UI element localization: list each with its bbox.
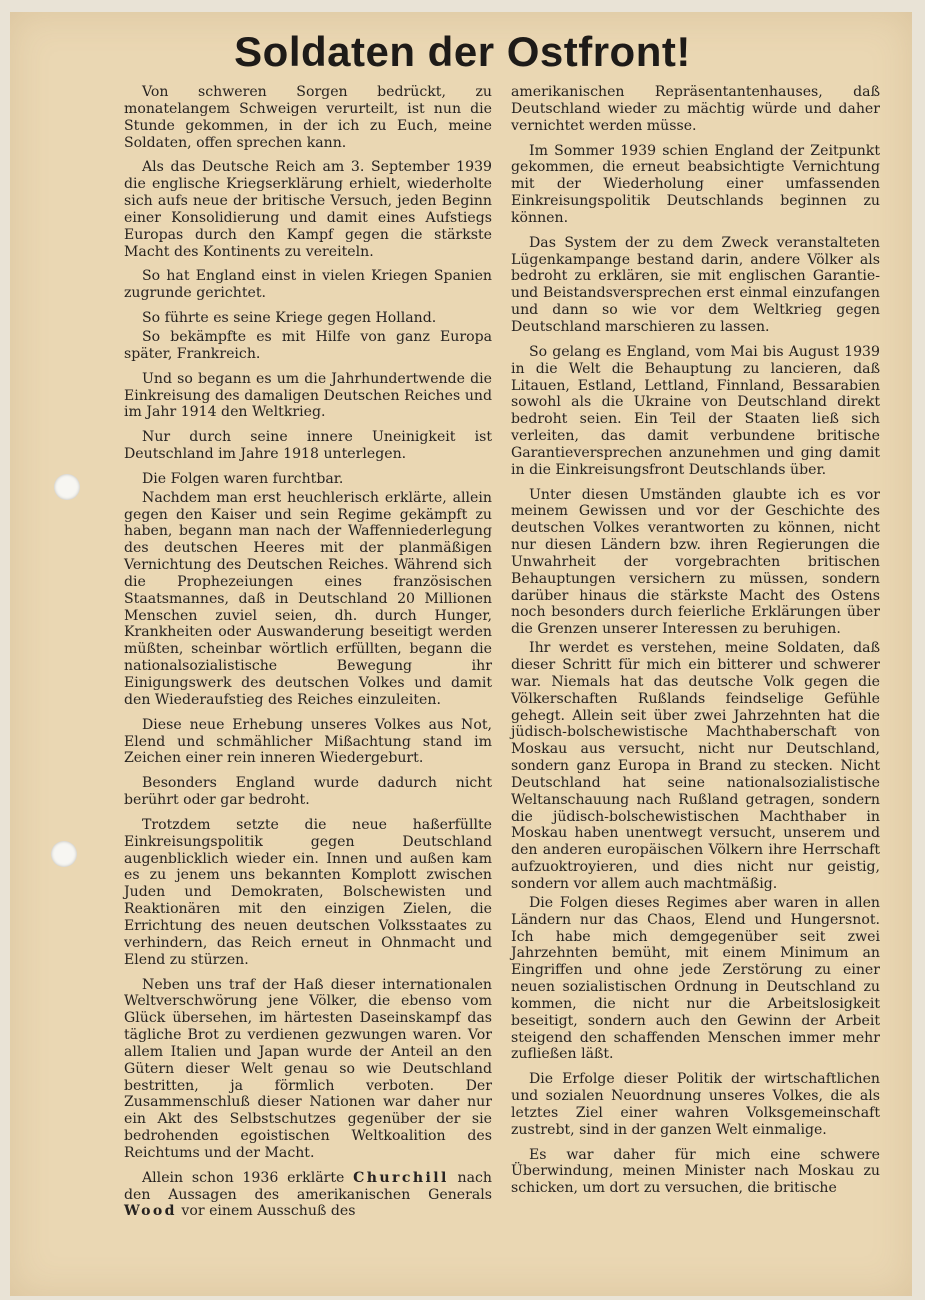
paragraph: Ihr werdet es verstehen, meine Soldaten, daß dieser Schritt für mich ein bitterer und schwerer war. Niemals hat das deutsche Volk gegen die Völkerschaften Rußlands feindselige Gefühle gehegt. Allein seit über zwei Jahrzehnten hat die jüdisch-bolschewistische Machthaberschaft von Moskau aus versucht, nicht nur Deutschland, sondern ganz Europa in Brand zu stecken. Nicht Deutschland hat seine nationalsozialistische Weltanschauung nach Rußland getragen, sondern die jüdisch-bolschewistischen Machthaber in Moskau haben unentwegt versucht, unserem und den anderen europäischen Völkern ihre Herrschaft aufzuoktroyieren, und dies nicht nur geistig, sondern vor allem auch machtmäßig. <box>511 640 880 892</box>
paragraph: Die Folgen dieses Regimes aber waren in allen Ländern nur das Chaos, Elend und Hungersnot. Ich habe mich demgegenüber seit zwei Jahrzehnten bemüht, mit einem Minimum an Eingriffen und ohne jede Zerstörung zu einer neuen sozialistischen Ordnung in Deutschland zu kommen, die nicht nur die Arbeitslosigkeit beseitigt, sondern auch den Gewinn der Arbeit steigend den schaffenden Menschen immer mehr zufließen läßt. <box>511 894 880 1063</box>
paragraph: Es war daher für mich eine schwere Überwindung, meinen Minister nach Moskau zu schicken, um dort zu versuchen, die britische <box>511 1146 880 1197</box>
name-wood: Wood <box>124 1203 177 1220</box>
name-churchill: Churchill <box>353 1169 449 1186</box>
paragraph: Die Erfolge dieser Politik der wirtschaftlichen und sozialen Neuordnung unseres Volkes, die als letztes Ziel einer wahren Volksgemeinschaft zustrebt, sind in der ganzen Welt einmalige. <box>511 1071 880 1138</box>
paragraph: Besonders England wurde dadurch nicht berührt oder gar bedroht. <box>124 775 492 809</box>
paragraph: Nachdem man erst heuchlerisch erklärte, allein gegen den Kaiser und sein Regime gekämpft zu haben, begann man nach der Waffenniederlegung des deutschen Heeres mit der planmäßigen Vernichtung des Deutschen Reiches. Während sich die Prophezeiungen eines französischen Staatsmannes, daß in Deutschland 20 Millionen Menschen zuviel seien, dh. durch Hunger, Krankheiten oder Auswanderung beseitigt werden müßten, scheinbar wörtlich erfüllten, begann die nationalsozialistische Bewegung ihr Einigungswerk des deutschen Volkes und damit den Wiederaufstieg des Reiches einzuleiten. <box>124 489 492 708</box>
right-column <box>511 84 880 1205</box>
punch-hole <box>51 841 77 867</box>
paragraph: Die Folgen waren furchtbar. <box>142 470 344 487</box>
paragraph: So führte es seine Kriege gegen Holland. <box>142 310 437 327</box>
paragraph: Als das Deutsche Reich am 3. September 1939 die englische Kriegserklärung erhielt, wiederholte sich aufs neue der britische Versuch, jeden Beginn einer Konsolidierung und damit eines Aufstiegs Europas durch den Kampf gegen die stärkste Macht des Kontinents zu vereiteln. <box>124 159 492 260</box>
paragraph <box>124 1170 492 1221</box>
left-column <box>124 84 492 1228</box>
paragraph: Trotzdem setzte die neue haßerfüllte Einkreisungspolitik gegen Deutschland augenblicklich wieder ein. Innen und außen kam es zu jenem uns bekannten Komplott zwischen Juden und Demokraten, Bolschewisten und Reaktionären mit den einzigen Zielen, die Errichtung des neuen deutschen Volksstaates zu verhindern, das Reich erneut in Ohnmacht und Elend zu stürzen. <box>124 816 492 968</box>
text-run: vor einem Ausschuß des <box>176 1203 356 1220</box>
paragraph: Im Sommer 1939 schien England der Zeitpunkt gekommen, die erneut beabsichtigte Vernichtung mit der Wiederholung einer umfassenden Einkreisungspolitik Deutschlands beginnen zu können. <box>511 142 880 226</box>
paragraph: So hat England einst in vielen Kriegen Spanien zugrunde gerichtet. <box>124 268 492 302</box>
paragraph: amerikanischen Repräsentantenhauses, daß Deutschland wieder zu mächtig würde und daher vernichtet werden müsse. <box>511 84 880 134</box>
paragraph: Neben uns traf der Haß dieser internationalen Weltverschwörung jene Völker, die ebenso vom Glück übersehen, im härtesten Daseinskampf das tägliche Brot zu verdienen gezwungen waren. Vor allem Italien und Japan wurde der Anteil an den Gütern dieser Welt genau so wie Deutschland bestritten, ja förmlich verboten. Der Zusammenschluß dieser Nationen war daher nur ein Akt des Selbstschutzes gegenüber der sie bedrohenden egoistischen Weltkoalition des Reichtums und der Macht. <box>124 976 492 1161</box>
paragraph: Und so begann es um die Jahrhundertwende die Einkreisung des damaligen Deutschen Reiches und im Jahr 1914 den Weltkrieg. <box>124 370 492 421</box>
paragraph: Unter diesen Umständen glaubte ich es vor meinem Gewissen und vor der Geschichte des deutschen Volkes verantworten zu können, nicht nur diesen Ländern bzw. ihren Regierungen die Unwahrheit der vorgebrachten britischen Behauptungen versichern zu müssen, sondern darüber hinaus die stärkste Macht des Ostens noch besonders durch feierliche Erklärungen über die Grenzen unserer Interessen zu beruhigen. <box>511 486 880 638</box>
paragraph: Von schweren Sorgen bedrückt, zu monatelangem Schweigen verurteilt, ist nun die Stunde gekommen, in der ich zu Euch, meine Soldaten, offen sprechen kann. <box>124 84 492 151</box>
text-run: Allein schon 1936 erklärte <box>142 1169 354 1186</box>
paragraph: So gelang es England, vom Mai bis August 1939 in die Welt die Behauptung zu lancieren, daß Litauen, Estland, Lettland, Finnland, Bessarabien sowohl als die Ukraine von Deutschland direkt bedroht seien. Ein Teil der Staaten ließ sich verleiten, das damit verbundene britische Garantieversprechen anzunehmen und ging damit in die Einkreisungsfront Deutschlands über. <box>511 343 880 478</box>
paragraph: So bekämpfte es mit Hilfe von ganz Europa später, Frankreich. <box>124 328 492 362</box>
punch-hole <box>54 474 80 500</box>
paragraph: Diese neue Erhebung unseres Volkes aus Not, Elend und schmählicher Mißachtung stand im Zeichen einer rein inneren Wiedergeburt. <box>124 716 492 767</box>
text-run: nach den Aussagen des amerikanischen Generals <box>124 1169 492 1203</box>
document-title: Soldaten der Ostfront! <box>234 28 691 75</box>
paragraph: Das System der zu dem Zweck veranstalteten Lügenkampange bestand darin, andere Völker als bedroht zu erklären, sie mit englischen Garantie- und Beistandsversprechen erst einmal einzufangen und dann so wie vor dem Weltkrieg gegen Deutschland marschieren zu lassen. <box>511 234 880 335</box>
paragraph: Nur durch seine innere Uneinigkeit ist Deutschland im Jahre 1918 unterlegen. <box>124 429 492 463</box>
